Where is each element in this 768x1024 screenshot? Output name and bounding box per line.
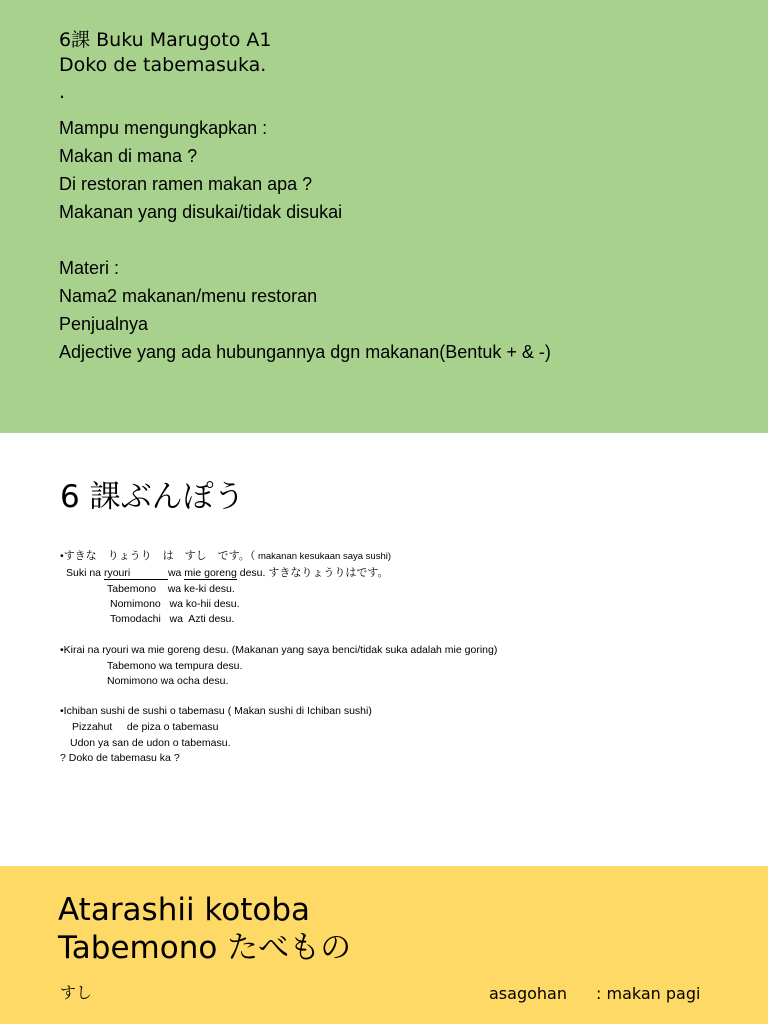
example-line: Pizzahut de piza o tabemasu <box>72 721 219 733</box>
grammar-line-1 <box>60 549 391 564</box>
example-line: Tabemono wa tempura desu. <box>107 660 243 672</box>
materi-item: Adjective yang ada hubungannya dgn makanan(Bentuk + & -) <box>59 342 551 362</box>
slide-vocabulary <box>0 866 768 1024</box>
vocab-heading: Atarashii kotoba <box>58 892 311 928</box>
lesson-title: 6課 Buku Marugoto A1 <box>59 29 272 51</box>
example-line: Tomodachi wa Azti desu. <box>110 613 235 625</box>
example-line: Udon ya san de udon o tabemasu. <box>70 737 231 749</box>
lesson-subtitle: Doko de tabemasuka. <box>59 54 267 76</box>
text-segment: Suki na <box>66 567 104 579</box>
underlined-word: mie goreng <box>184 567 237 579</box>
slide-grammar <box>0 433 768 866</box>
japanese-sentence: すきな りょうり は すし です。 <box>63 549 250 562</box>
bullet: • <box>60 550 64 562</box>
vocab-meaning: : makan pagi <box>596 984 701 1003</box>
grammar-line-2 <box>66 566 388 580</box>
vocab-word: すし <box>60 983 93 1002</box>
ability-item: Di restoran ramen makan apa ? <box>59 174 313 194</box>
materi-item: Penjualnya <box>59 314 149 334</box>
vocab-word: asagohan <box>489 984 567 1003</box>
text-segment: wa <box>167 567 185 579</box>
blank-ryouri <box>104 567 168 580</box>
example-line: Nomimono wa ocha desu. <box>107 675 229 687</box>
ability-item: Makanan yang disukai/tidak disukai <box>59 202 343 222</box>
slide-lesson-overview <box>0 0 768 433</box>
materi-item: Nama2 makanan/menu restoran <box>59 286 318 306</box>
ability-item: Makan di mana ? <box>59 146 198 166</box>
example-line: Tabemono wa ke-ki desu. <box>107 583 235 595</box>
underlined-word: ryouri <box>103 567 131 579</box>
grammar-title: 6 課ぶんぽう <box>60 479 245 515</box>
grammar-line-4: •Ichiban sushi de sushi o tabemasu ( Makan sushi di Ichiban sushi) <box>60 705 372 717</box>
materi-heading: Materi : <box>59 258 120 278</box>
question-line: ? Doko de tabemasu ka ? <box>60 752 180 764</box>
abilities-heading: Mampu mengungkapkan : <box>59 118 268 138</box>
japanese-sentence: すきなりょうりはです。 <box>268 566 389 579</box>
grammar-line-3: •Kirai na ryouri wa mie goreng desu. (Makanan yang saya benci/tidak suka adalah mie goring) <box>60 644 498 656</box>
text-segment: desu. <box>236 567 269 579</box>
translation-note: makanan kesukaan saya sushi) <box>255 551 392 562</box>
vocab-category: Tabemono たべもの <box>58 930 352 966</box>
title-dot: . <box>59 81 66 103</box>
example-line: Nomimono wa ko-hii desu. <box>110 598 240 610</box>
paren-open: （ <box>249 549 256 562</box>
